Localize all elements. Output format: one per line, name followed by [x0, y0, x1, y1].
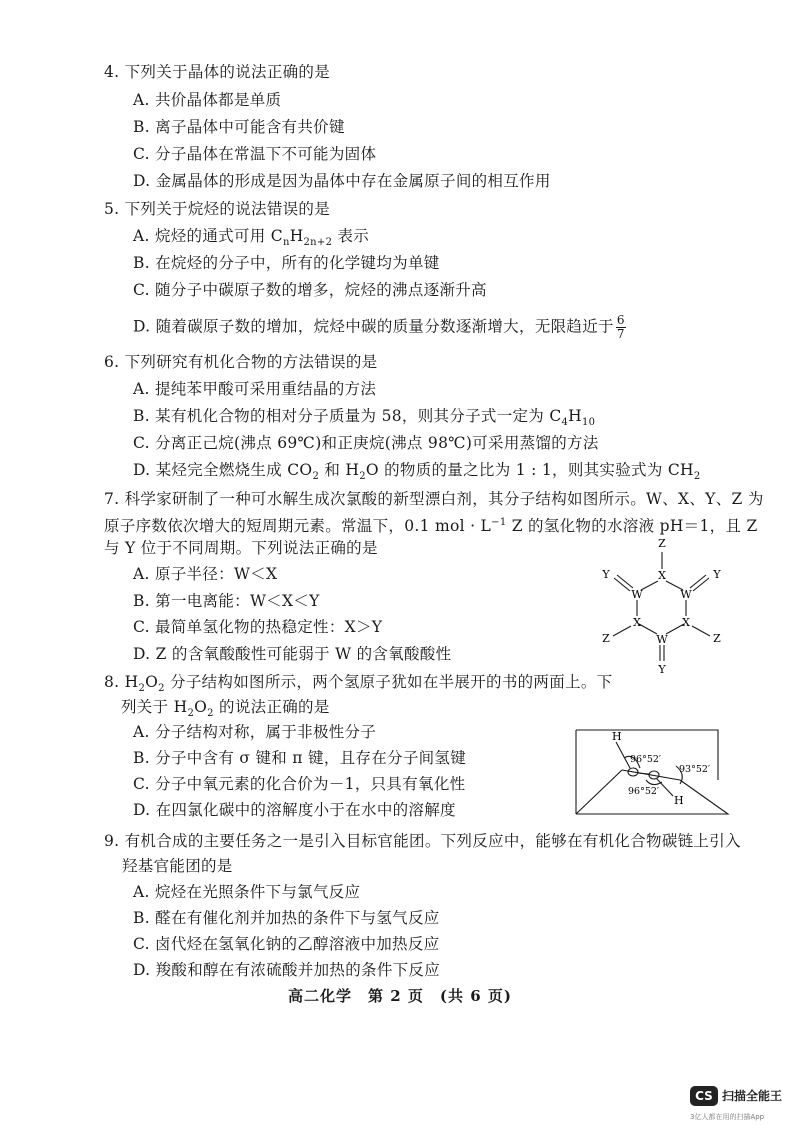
q6-option-a: A. 提纯苯甲酸可采用重结晶的方法 — [133, 380, 377, 398]
q6-stem: 6. 下列研究有机化合物的方法错误的是 — [104, 353, 378, 371]
q5-option-d: D. 随着碳原子数的增加，烷烃中碳的质量分数逐渐增大，无限趋近于 $\frac{6}{7}$ — [133, 313, 625, 341]
q7-molecule-diagram — [590, 530, 740, 680]
atom-x-right: X — [682, 616, 690, 629]
q8-option-a: A. 分子结构对称，属于非极性分子 — [133, 723, 377, 741]
atom-w-bottom: W — [656, 633, 668, 646]
atom-h-top: H — [612, 730, 622, 743]
q7-stem-line2: 原子序数依次增大的短周期元素。常温下，0.1 mol · $L^{-1}$ Z 的氢化物的水溶液 pH＝1，且 Z — [104, 517, 758, 536]
atom-x-left: X — [633, 616, 641, 629]
atom-z-top: Z — [658, 537, 666, 550]
q7-stem-line3: 与 Y 位于不同周期。下列说法正确的是 — [104, 539, 378, 557]
q9-stem-line1: 9. 有机合成的主要任务之一是引入目标官能团。下列反应中，能够在有机化合物碳链上引入 — [104, 832, 741, 850]
q8-h2o2-diagram — [570, 722, 735, 822]
atom-w-right: W — [680, 588, 692, 601]
angle-label-2: 93°52′ — [679, 764, 711, 775]
atom-x-top: X — [658, 569, 666, 582]
atom-y-right: Y — [713, 568, 721, 581]
atom-y-left: Y — [602, 568, 610, 581]
watermark-slogan: 3亿人都在用的扫描App — [690, 1113, 765, 1121]
atom-y-bottom: Y — [658, 663, 666, 676]
q9-stem-line2: 羟基官能团的是 — [122, 857, 233, 875]
q7-option-b: B. 第一电离能：W＜X＜Y — [133, 592, 320, 610]
atom-w-left: W — [631, 588, 643, 601]
angle-label-3: 96°52′ — [628, 786, 660, 797]
q9-option-d: D. 羧酸和醇在有浓硫酸并加热的条件下反应 — [133, 961, 441, 979]
scanner-watermark — [690, 1086, 800, 1126]
q5-option-b: B. 在烷烃的分子中，所有的化学键均为单键 — [133, 254, 440, 272]
atom-h-bottom: H — [674, 794, 684, 807]
q4-option-b: B. 离子晶体中可能含有共价键 — [133, 118, 345, 136]
atom-z-right: Z — [713, 632, 721, 645]
angle-label-1: 96°52′ — [630, 754, 662, 765]
q8-option-c: C. 分子中氧元素的化合价为－1，只具有氧化性 — [133, 775, 466, 793]
q7-option-c: C. 最简单氢化物的热稳定性：X＞Y — [133, 618, 383, 636]
q7-stem-line1: 7. 科学家研制了一种可水解生成次氯酸的新型漂白剂，其分子结构如图所示。W、X、Y、Z 为 — [104, 490, 764, 508]
camscanner-logo-icon: CS — [690, 1086, 718, 1106]
q7-option-d: D. Z 的含氧酸酸性可能弱于 W 的含氧酸酸性 — [133, 645, 452, 663]
q9-option-c: C. 卤代烃在氢氧化钠的乙醇溶液中加热反应 — [133, 935, 440, 953]
watermark-app-name: 扫描全能王 — [722, 1089, 783, 1103]
q4-option-d: D. 金属晶体的形成是因为晶体中存在金属原子间的相互作用 — [133, 172, 551, 190]
q4-option-c: C. 分子晶体在常温下不可能为固体 — [133, 145, 377, 163]
q9-option-a: A. 烷烃在光照条件下与氯气反应 — [133, 883, 361, 901]
q7-option-a: A. 原子半径：W＜X — [133, 565, 278, 583]
q8-option-d: D. 在四氯化碳中的溶解度小于在水中的溶解度 — [133, 801, 456, 819]
q9-option-b: B. 醛在有催化剂并加热的条件下与氢气反应 — [133, 909, 440, 927]
q6-option-b: B. 某有机化合物的相对分子质量为 58，则其分子式一定为 $C_4H_{10}$ — [133, 407, 596, 429]
q5-stem: 5. 下列关于烷烃的说法错误的是 — [104, 200, 331, 218]
q4-stem: 4. 下列关于晶体的说法正确的是 — [104, 63, 331, 81]
q4-option-a: A. 共价晶体都是单质 — [133, 91, 282, 109]
fraction: $\frac{6}{7}$ — [616, 313, 625, 341]
q5-option-c: C. 随分子中碳原子数的增多，烷烃的沸点逐渐升高 — [133, 281, 487, 299]
q6-option-c: C. 分离正己烷(沸点 69℃)和正庚烷(沸点 98℃)可采用蒸馏的方法 — [133, 434, 599, 452]
page-footer: 高二化学 第 2 页 (共 6 页) — [288, 987, 512, 1005]
q5-option-a: A. 烷烃的通式可用 $C_nH_{2n+2}$ 表示 — [133, 227, 370, 249]
q6-option-d: D. 某烃完全燃烧生成 $CO_2$ 和 $H_2O$ 的物质的量之比为 1 : 1，则其实验式为 $CH_2$ — [133, 461, 701, 483]
atom-z-left: Z — [602, 632, 610, 645]
q8-option-b: B. 分子中含有 σ 键和 π 键，且存在分子间氢键 — [133, 749, 467, 767]
q8-stem-line2: 列关于 $H_2O_2$ 的说法正确的是 — [121, 698, 330, 720]
q8-stem-line1: 8. $H_2O_2$ 分子结构如图所示，两个氢原子犹如在半展开的书的两面上。下 — [104, 673, 613, 695]
